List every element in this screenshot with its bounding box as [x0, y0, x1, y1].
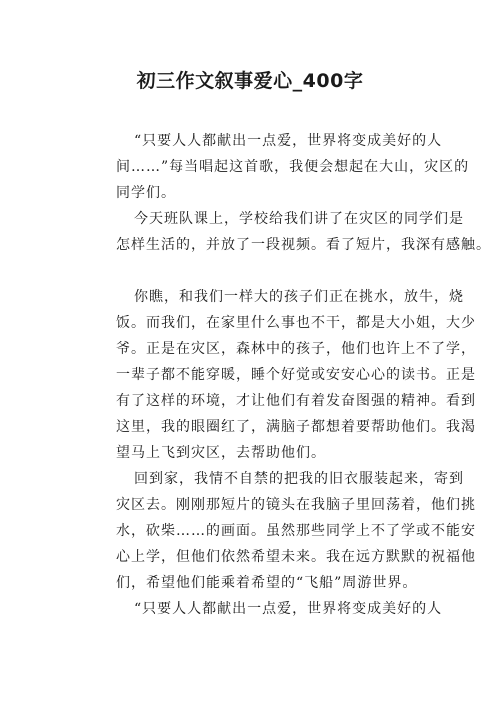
paragraph-line: 望马上飞到灾区，去帮助他们。 [116, 445, 326, 461]
paragraph-line: 有了这样的环境，才让他们有着发奋图强的精神。看到 [116, 393, 476, 409]
paragraph-line: “只要人人都献出一点爱，世界将变成美好的人 [134, 601, 443, 617]
paragraph-line: 今天班队课上，学校给我们讲了在灾区的同学们是 [134, 211, 464, 227]
paragraph-line: 怎样生活的，并放了一段视频。看了短片，我深有感触。 [116, 237, 491, 253]
paragraph-line: 们，希望他们能乘着希望的“飞船”周游世界。 [116, 575, 418, 591]
paragraph-line: 灾区去。刚刚那短片的镜头在我脑子里回荡着，他们挑 [116, 497, 476, 513]
paragraph-line: 爷。正是在灾区，森林中的孩子，他们也许上不了学， [116, 341, 476, 357]
paragraph-line: 回到家，我情不自禁的把我的旧衣服装起来，寄到 [134, 471, 464, 487]
paragraph-line: 水，砍柴……的画面。虽然那些同学上不了学或不能安 [116, 523, 476, 539]
paragraph-line: “只要人人都献出一点爱，世界将变成美好的人 [134, 133, 443, 149]
paragraph-line: 这里，我的眼圈红了，满脑子都想着要帮助他们。我渴 [116, 419, 476, 435]
paragraph-line: 你瞧，和我们一样大的孩子们正在挑水，放牛，烧 [134, 289, 464, 305]
document-title: 初三作文叙事爱心_400字 [136, 70, 364, 92]
paragraph-line: 心上学，但他们依然希望未来。我在远方默默的祝福他 [116, 549, 476, 565]
paragraph-line: 间……”每当唱起这首歌，我便会想起在大山，灾区的 [116, 159, 470, 175]
paragraph-line: 饭。而我们，在家里什么事也不干，都是大小姐，大少 [116, 315, 476, 331]
paragraph-line: 同学们。 [116, 185, 176, 201]
paragraph-line: 一辈子都不能穿暖，睡个好觉或安安心心的读书。正是 [116, 367, 476, 383]
